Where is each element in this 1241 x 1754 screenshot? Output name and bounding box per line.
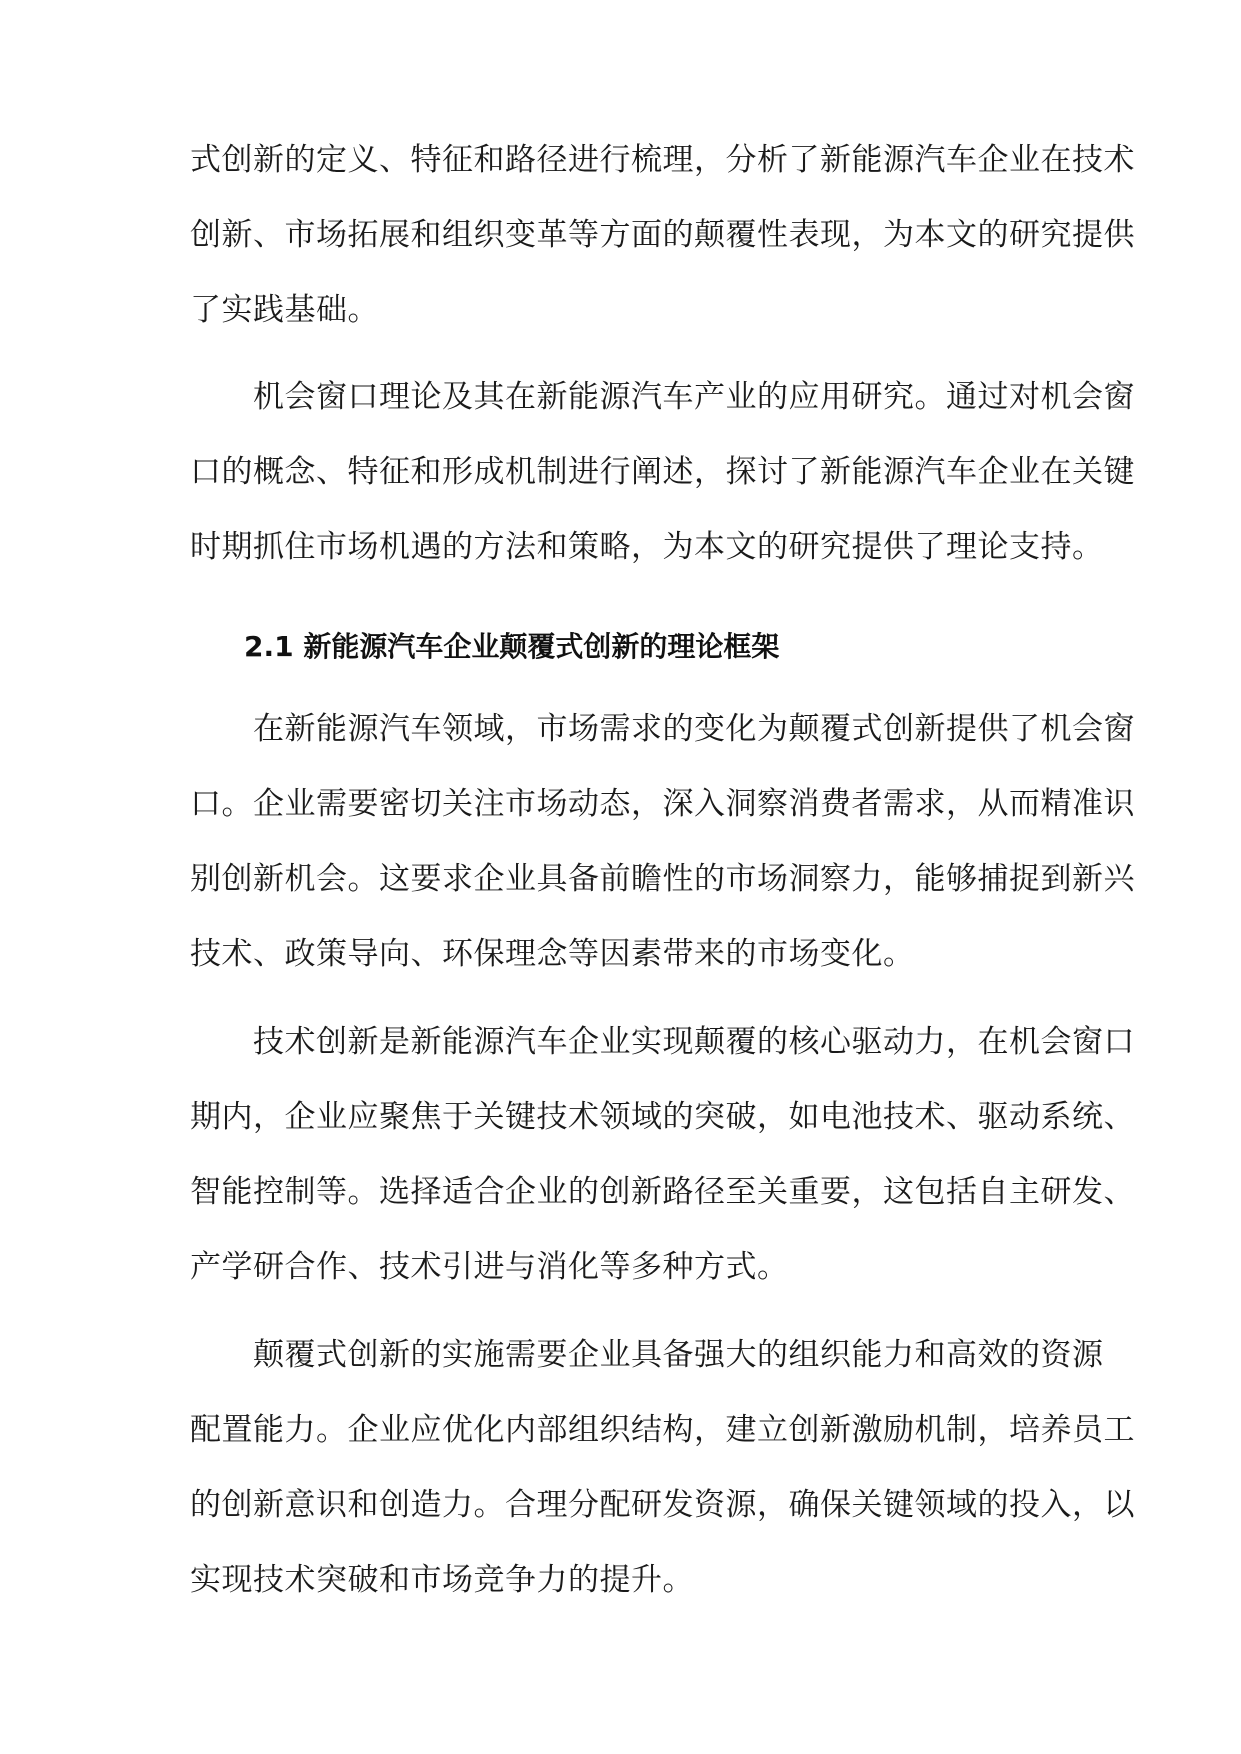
section-heading: 2.1 新能源汽车企业颠覆式创新的理论框架 [244,630,780,663]
paragraph-line: 时期抓住市场机遇的方法和策略，为本文的研究提供了理论支持。 [190,529,1104,565]
paragraph-line: 口的概念、特征和形成机制进行阐述，探讨了新能源汽车企业在关键 [190,454,1135,490]
paragraph-line: 产学研合作、技术引进与消化等多种方式。 [190,1249,789,1285]
paragraph-line: 式创新的定义、特征和路径进行梳理，分析了新能源汽车企业在技术 [190,142,1135,178]
paragraph-line: 机会窗口理论及其在新能源汽车产业的应用研究。通过对机会窗 [190,379,1135,415]
paragraph-line: 期内，企业应聚焦于关键技术领域的突破，如电池技术、驱动系统、 [190,1099,1135,1135]
paragraph-line: 别创新机会。这要求企业具备前瞻性的市场洞察力，能够捕捉到新兴 [190,861,1135,897]
paragraph-line: 配置能力。企业应优化内部组织结构，建立创新激励机制，培养员工 [190,1412,1135,1448]
paragraph-line: 颠覆式创新的实施需要企业具备强大的组织能力和高效的资源 [190,1337,1104,1373]
paragraph-line: 了实践基础。 [190,292,379,328]
paragraph-line: 的创新意识和创造力。合理分配研发资源，确保关键领域的投入，以 [190,1487,1135,1523]
paragraph-line: 实现技术突破和市场竞争力的提升。 [190,1562,694,1598]
paragraph-line: 智能控制等。选择适合企业的创新路径至关重要，这包括自主研发、 [190,1174,1135,1210]
paragraph-line: 在新能源汽车领域，市场需求的变化为颠覆式创新提供了机会窗 [190,711,1135,747]
paragraph-line: 口。企业需要密切关注市场动态，深入洞察消费者需求，从而精准识 [190,786,1135,822]
paragraph-line: 技术、政策导向、环保理念等因素带来的市场变化。 [190,936,915,972]
paragraph-line: 创新、市场拓展和组织变革等方面的颠覆性表现，为本文的研究提供 [190,217,1135,253]
paragraph-line: 技术创新是新能源汽车企业实现颠覆的核心驱动力，在机会窗口 [190,1024,1135,1060]
